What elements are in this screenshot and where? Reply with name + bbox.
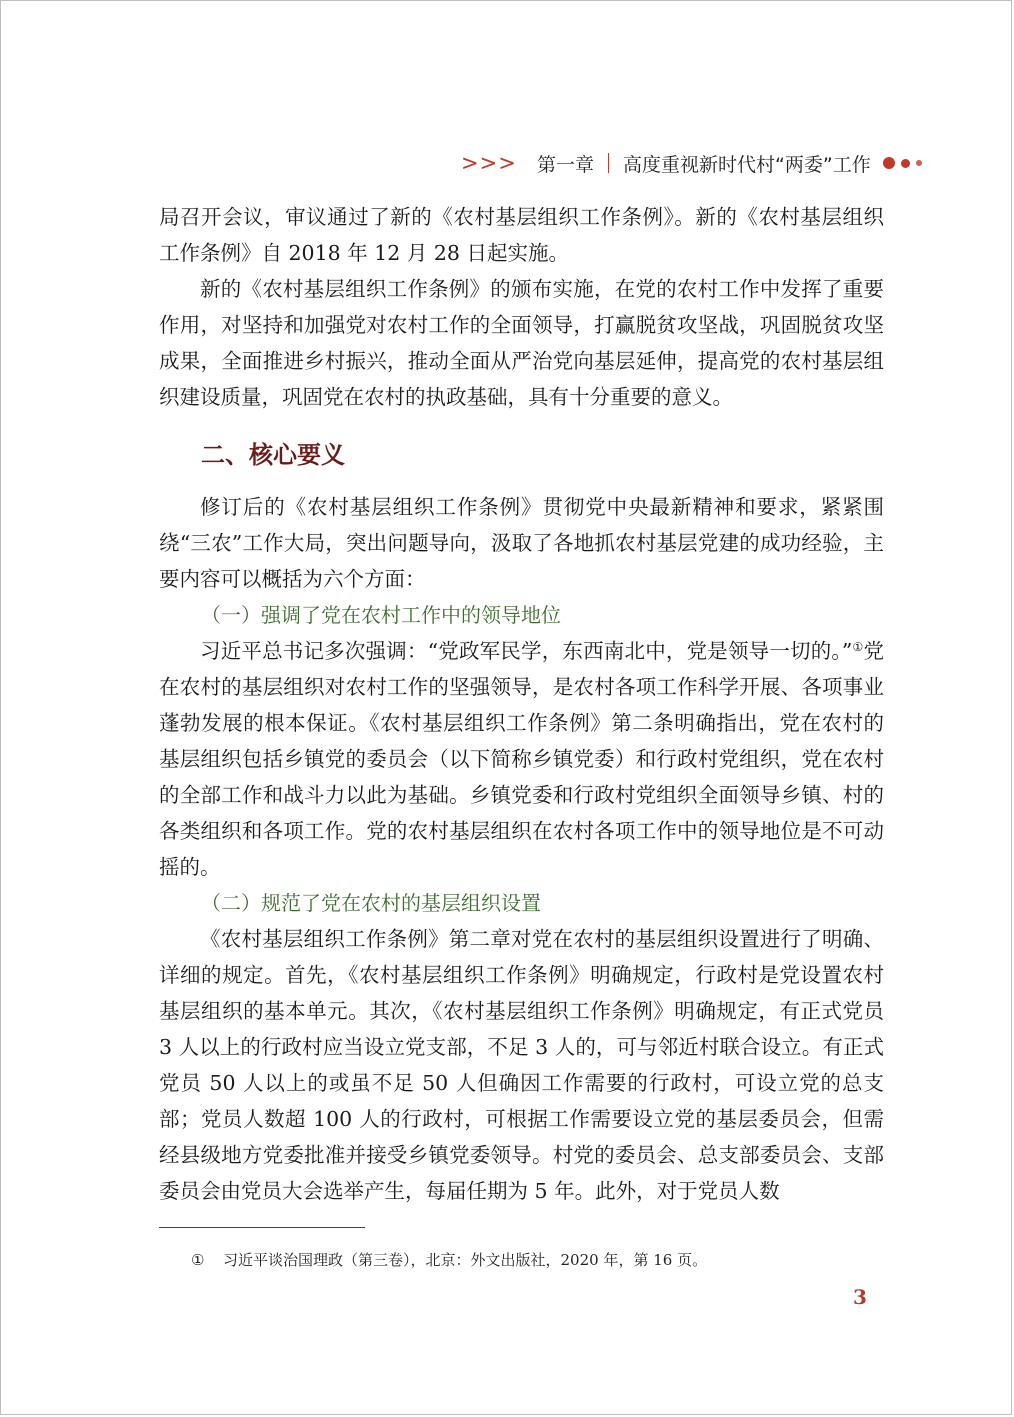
footnote-text: 习近平谈治国理政（第三卷），北京：外文出版社，2020 年，第 16 页。 bbox=[223, 1251, 708, 1269]
body-text bbox=[159, 199, 884, 1209]
paragraph-5: 《农村基层组织工作条例》第二章对党在农村的基层组织设置进行了明确、详细的规定。首先，《农村基层组织工作条例》明确规定，行政村是党设置农村基层组织的基本单元。其次，《农村基层组织工作条例》明确规定，有正式党员 3 人以上的行政村应当设立党支部，不足 3 人的，可与邻近村联合设立。有正式党员 50 人以上的或虽不足 50 人但确因工作需要的行政村，可设立党的总支部；党员人数超 100 人的行政村，可根据工作需要设立党的基层委员会，但需经县级地方党委批准并接受乡镇党委领导。村党的委员会、总支部委员会、支部委员会由党员大会选举产生，每届任期为 5 年。此外，对于党员人数 bbox=[159, 927, 884, 1203]
paragraph-3: 修订后的《农村基层组织工作条例》贯彻党中央最新精神和要求，紧紧围绕“三农”工作大局，突出问题导向，汲取了各地抓农村基层党建的成功经验，主要内容可以概括为六个方面： bbox=[159, 495, 884, 591]
header-dots-icon bbox=[883, 157, 922, 169]
subsection-heading-2: （二）规范了党在农村的基层组织设置 bbox=[201, 891, 541, 915]
header-arrows: >>> bbox=[461, 151, 517, 175]
footnote bbox=[191, 1249, 871, 1271]
header-separator bbox=[608, 153, 609, 173]
dot-large bbox=[883, 157, 895, 169]
paragraph-4-continued: 党在农村的基层组织对农村工作的坚强领导，是农村各项工作科学开展、各项事业蓬勃发展的根本保证。《农村基层组织工作条例》第二条明确指出，党在农村的基层组织包括乡镇党的委员会（以下简称乡镇党委）和行政村党组织，党在农村的全部工作和战斗力以此为基础。乡镇党委和行政村党组织全面领导乡镇、村的各类组织和各项工作。党的农村基层组织在农村各项工作中的领导地位是不可动摇的。 bbox=[159, 639, 884, 879]
dot-small bbox=[916, 160, 922, 166]
footnote-marker[interactable]: ① bbox=[852, 640, 864, 654]
paragraph-4-quote: 习近平总书记多次强调：“党政军民学，东西南北中，党是领导一切的。” bbox=[200, 639, 853, 663]
footnote-rule bbox=[159, 1227, 365, 1228]
page-number: 3 bbox=[853, 1285, 867, 1309]
paragraph-4 bbox=[159, 633, 884, 885]
section-heading: 二、核心要义 bbox=[201, 441, 345, 469]
footnote-number: ① bbox=[191, 1251, 205, 1269]
dot-medium bbox=[901, 159, 910, 168]
running-header bbox=[461, 147, 951, 179]
header-title: 高度重视新时代村“两委”工作 bbox=[623, 153, 871, 176]
header-chapter: 第一章 bbox=[537, 153, 595, 176]
paragraph-1: 局召开会议，审议通过了新的《农村基层组织工作条例》。新的《农村基层组织工作条例》自 2018 年 12 月 28 日起实施。 bbox=[159, 205, 884, 265]
subsection-heading-1: （一）强调了党在农村工作中的领导地位 bbox=[201, 603, 561, 627]
paragraph-2: 新的《农村基层组织工作条例》的颁布实施，在党的农村工作中发挥了重要作用，对坚持和加强党对农村工作的全面领导，打赢脱贫攻坚战，巩固脱贫攻坚成果，全面推进乡村振兴，推动全面从严治党向基层延伸，提高党的农村基层组织建设质量，巩固党在农村的执政基础，具有十分重要的意义。 bbox=[159, 277, 884, 409]
